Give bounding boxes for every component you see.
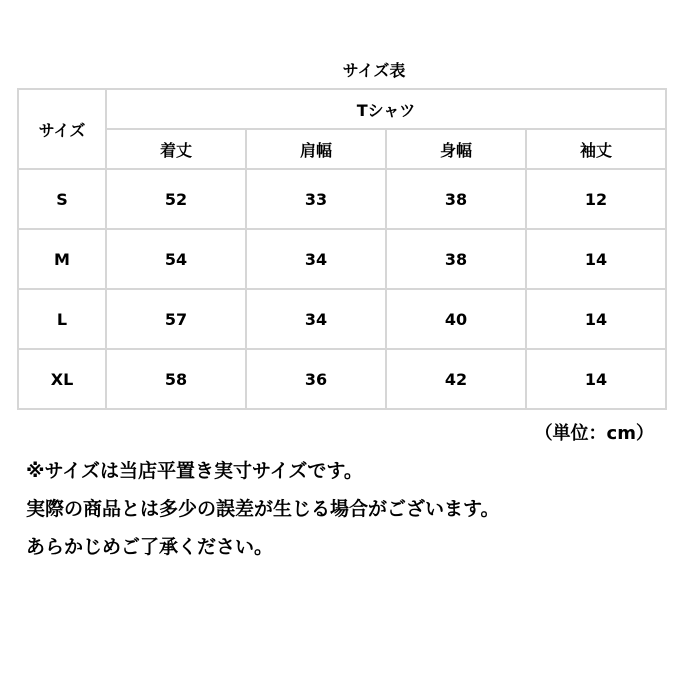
table-cell: 14 xyxy=(526,289,666,349)
table-header-row xyxy=(18,89,666,129)
unit-note: （単位：cm） xyxy=(534,423,654,444)
column-header-chest: 身幅 xyxy=(386,129,526,169)
note-line: あらかじめご了承ください。 xyxy=(26,536,274,558)
size-column-header: サイズ xyxy=(18,89,106,169)
table-cell: 38 xyxy=(386,169,526,229)
table-row xyxy=(18,349,666,409)
column-header-shoulder: 肩幅 xyxy=(246,129,386,169)
table-cell: 52 xyxy=(106,169,246,229)
table-cell: 14 xyxy=(526,349,666,409)
table-cell: 34 xyxy=(246,229,386,289)
measurement-header-row xyxy=(18,129,666,169)
table-row xyxy=(18,289,666,349)
table-cell: 54 xyxy=(106,229,246,289)
table-cell: 58 xyxy=(106,349,246,409)
size-label: M xyxy=(18,229,106,289)
table-row xyxy=(18,229,666,289)
note-line: 実際の商品とは多少の誤差が生じる場合がございます。 xyxy=(26,498,500,520)
size-table xyxy=(17,88,667,410)
table-cell: 36 xyxy=(246,349,386,409)
column-header-sleeve: 袖丈 xyxy=(526,129,666,169)
tshirt-group-header: Tシャツ xyxy=(106,89,666,129)
table-cell: 40 xyxy=(386,289,526,349)
table-cell: 57 xyxy=(106,289,246,349)
note-line: ※サイズは当店平置き実寸サイズです。 xyxy=(26,460,363,482)
table-cell: 33 xyxy=(246,169,386,229)
column-header-length: 着丈 xyxy=(106,129,246,169)
size-label: S xyxy=(18,169,106,229)
table-cell: 38 xyxy=(386,229,526,289)
table-cell: 34 xyxy=(246,289,386,349)
table-title: サイズ表 xyxy=(342,61,406,80)
table-cell: 42 xyxy=(386,349,526,409)
size-label: L xyxy=(18,289,106,349)
size-label: XL xyxy=(18,349,106,409)
table-cell: 12 xyxy=(526,169,666,229)
table-cell: 14 xyxy=(526,229,666,289)
table-row xyxy=(18,169,666,229)
